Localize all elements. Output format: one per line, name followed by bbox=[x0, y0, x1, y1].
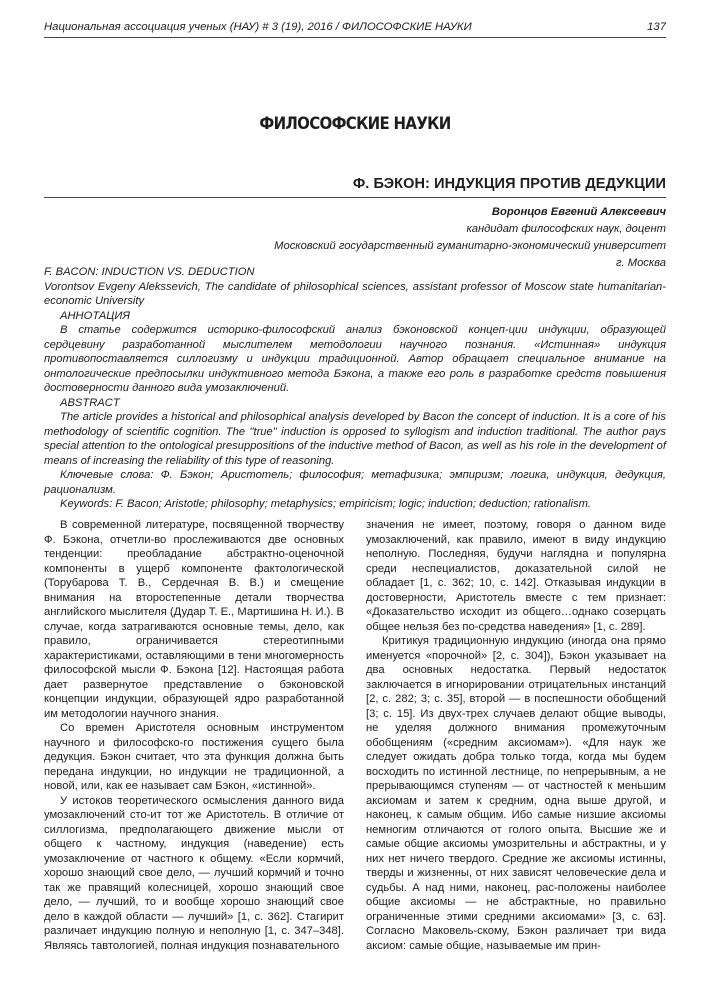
author-city: г. Москва bbox=[616, 257, 666, 269]
front-matter bbox=[44, 265, 666, 512]
author-degree: кандидат философских наук, доцент bbox=[466, 223, 666, 235]
body-column-right bbox=[366, 518, 666, 953]
header-divider bbox=[44, 37, 666, 38]
english-title: F. BACON: INDUCTION VS. DEDUCTION bbox=[44, 266, 255, 278]
article-title: Ф. БЭКОН: ИНДУКЦИЯ ПРОТИВ ДЕДУКЦИИ bbox=[352, 176, 666, 192]
keywords-ru: Ключевые слова: Ф. Бэкон; Аристотель; философия; метафизика; эмпиризм; логика, индукция, дедукция, рационализм. bbox=[44, 469, 666, 496]
journal-page bbox=[44, 0, 666, 1003]
running-header bbox=[44, 20, 666, 38]
body-paragraph: значения не имеет, поэтому, говоря о данном виде умозаключений, как правило, имеют в виду индукцию неполную. Последняя, будучи наглядна и популярна среди неспециалистов, доказательной силой не обладает [1, с. 362; 10, с. 142]. Отказывая индукции в достоверности, Аристотель вместе с тем признает: «Доказательство исходит из общего…однако созерцать общее нельзя без по-средства наведения» [1, с. 289]. bbox=[366, 519, 666, 633]
english-author-line: Vorontsov Evgeny Alekssevich, The candidate of philosophical sciences, assistant professor of Moscow state humanitarian-economic University bbox=[44, 280, 666, 307]
author-block bbox=[274, 204, 666, 272]
title-divider bbox=[44, 197, 666, 198]
annotation-text: В статье содержится историко-философский анализ бэконовской концеп-ции индукции, образующей сердцевину разработанной мыслителем методологии научного познания. «Истинная» индукция противопоставляется силлогизму и индукции традиционной. Автор обращает специальное внимание на онтологические предпосылки индуктивного метода Бэкона, а также его роль в разработке средств повышения достоверности данного вида умозаключений. bbox=[44, 324, 666, 394]
journal-name: Национальная ассоциация ученых (НАУ) # 3 (19), 2016 / ФИЛОСОФСКИЕ НАУКИ bbox=[44, 21, 472, 33]
author-affiliation: Московский государственный гуманитарно-экономический университет bbox=[274, 240, 666, 252]
abstract-text: The article provides a historical and philosophical analysis developed by Bacon the concept of induction. It is a core of his methodology of scientific cognition. The "true" induction is opposed to syllogism and induction traditional. The author pays special attention to the ontological presuppositions of the inductive method of Bacon, as well as his role in the development of means of increasing the reliability of this type of reasoning. bbox=[44, 411, 666, 467]
body-paragraph: Со времен Аристотеля основным инструментом научного и философско-го постижения сущего была дедукция. Бэкон считает, что эта функция должна быть передана индукции, но индукции не традиционной, а новой, или, как ее называет сам Бэкон, «истинной». bbox=[44, 722, 344, 792]
body-paragraph: У истоков теоретического осмысления данного вида умозаключений сто-ит тот же Аристотель. В отличие от силлогизма, предполагающего движение мысли от общего к частному, индукция (наведение) есть умозаключение от частного к общему. «Если кормчий, хорошо знающий свое дело, — лучший кормчий и точно так же правящий колесницей, хорошо знающий свое дело, — лучший, то и вообще хорошо знающий свое дело в каждой области — лучший» [1, с. 362]. Стагирит различает индукцию полную и неполную [1, с. 347–348]. Являясь тавтологией, полная индукция познавательного bbox=[44, 794, 344, 952]
section-title: ФИЛОСОФСКИЕ НАУКИ bbox=[259, 113, 451, 134]
author-name: Воронцов Евгений Алексеевич bbox=[491, 206, 666, 218]
body-paragraph: В современной литературе, посвященной творчеству Ф. Бэкона, отчетли-во прослеживаются две основных тенденции: преобладание абстрактно-оценочной компоненты в ущерб компоненте фактологической (Торубарова Т. В., Сердечная В. В.) и смещение внимания на второстепенные детали творчества английского мыслителя (Дудар Т. Е., Мартишина Н. И.). В случае, когда затрагиваются основные темы, дело, как правило, ограничивается стереотипными характеристиками, оставляющими в тени многомерность философской мысли Ф. Бэкона [12]. Настоящая работа дает развернутое представление о бэконовской концепции индукции, образующей ядро разработанной им методологии научного знания. bbox=[44, 519, 344, 720]
body-column-left bbox=[44, 518, 344, 953]
keywords-en: Keywords: F. Bacon; Aristotle; philosophy; metaphysics; empiricism; logic; induction; deduction; rationalism. bbox=[60, 498, 592, 510]
annotation-heading: АННОТАЦИЯ bbox=[60, 309, 131, 322]
page-number: 137 bbox=[647, 21, 666, 33]
body-paragraph: Критикуя традиционную индукцию (иногда она прямо именуется «порочной» [2, с. 304]), Бэкон указывает на два основных недостатка. Первый недостаток заключается в игнорировании отрицательных инстанций [2, с. 282; 3; с. 35], второй — в поспешности обобщений [3; с. 15]. Из двух-трех случаев делают общие выводы, не уделяя должного внимания промежуточным обобщениям («средним аксиомам»). «Для наук же следует ожидать добра только тогда, когда мы будем восходить по истинной лестнице, по непрерывным, а не прерывающимся ступеням — от частностей к меньшим аксиомам и затем к средним, одна выше другой, и наконец, к самым общим. Ибо самые низшие аксиомы немногим отличаются от голого опыта. Высшие же и самые общие аксиомы умозрительны и абстрактны, и у них нет ничего твердого. Средние же аксиомы истинны, тверды и жизненны, от них зависят человеческие дела и судьбы. А над ними, наконец, рас-положены наиболее общие аксиомы — не абстрактные, но правильно ограниченные этими средними аксиомами» [3, с. 63]. Согласно Маковель-скому, Бэкон различает три вида аксиом: самые общие, называемые им прин- bbox=[366, 635, 666, 952]
abstract-heading: ABSTRACT bbox=[60, 396, 120, 409]
